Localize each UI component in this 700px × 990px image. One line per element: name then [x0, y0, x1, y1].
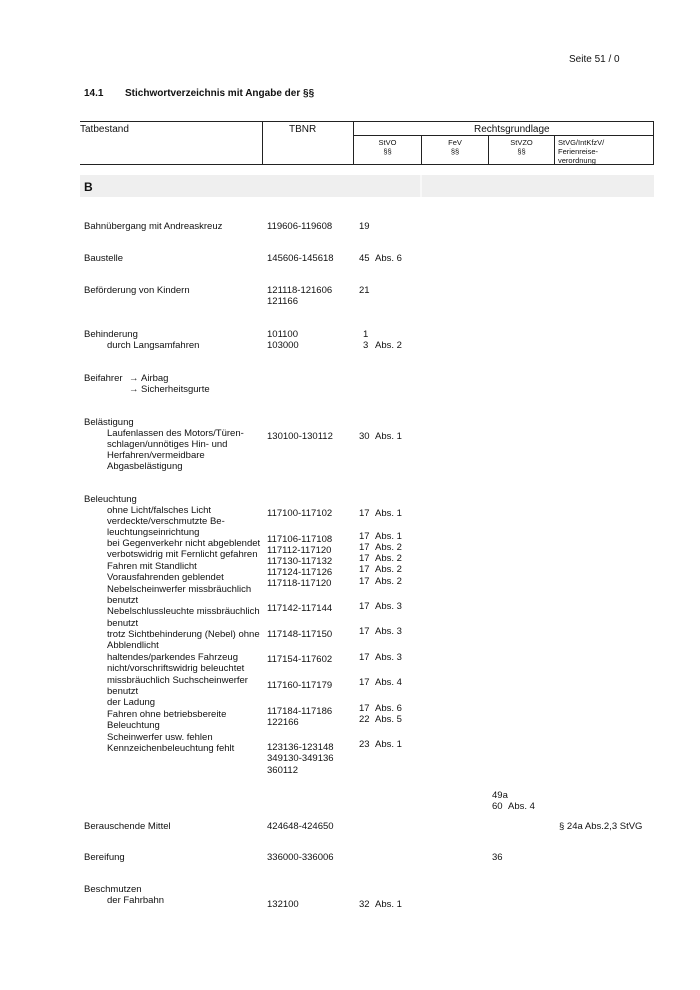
entry-desc-line: Kennzeichenbeleuchtung fehlt: [107, 743, 235, 754]
entry-tbnr: 360112: [267, 765, 298, 776]
entry-tbnr: 103000: [267, 340, 299, 351]
entry-sub-label: durch Langsamfahren: [107, 340, 200, 351]
sub-stvo-paragraph: §§: [383, 147, 392, 156]
section-number: 14.1: [84, 88, 104, 99]
entry-tbnr: 117130-117132: [267, 556, 333, 567]
entry-stvo: 21: [359, 285, 370, 296]
letter-band-split: [420, 175, 422, 197]
sub-stvo: [354, 138, 421, 156]
entry-desc-line: haltendes/parkendes Fahrzeug: [107, 652, 238, 663]
sub-stvzo-paragraph: §§: [517, 147, 526, 156]
entry-stvo-abs: Abs. 1: [375, 431, 402, 442]
entry-stvo-abs: Abs. 6: [375, 703, 402, 714]
entry-desc-line: der Ladung: [107, 697, 156, 708]
entry-stvo-abs: Abs. 1: [375, 899, 402, 910]
entry-tbnr: 130100-130112: [267, 431, 333, 442]
entry-tbnr: 121166: [267, 296, 298, 307]
entry-stvo: 1: [363, 329, 369, 340]
entry-tbnr: 121118-121606: [267, 285, 333, 296]
entry-label: Baustelle: [84, 253, 124, 264]
entry-desc-line: Fahren mit Standlicht: [107, 561, 197, 572]
entry-stvo: 19: [359, 221, 370, 232]
entry-desc-line: schlagen/unnötiges Hin- und: [107, 439, 228, 450]
entry-stvo-num: 45: [359, 253, 370, 264]
entry-stvo-num: 17: [359, 564, 370, 575]
entry-tbnr: 119606-119608: [267, 221, 333, 232]
entry-desc-line: benutzt: [107, 595, 139, 606]
entry-tbnr: 117160-117179: [267, 680, 333, 691]
arrow-right-icon: →: [129, 373, 139, 384]
entry-tbnr: 117148-117150: [267, 629, 333, 640]
header-top-border: [80, 121, 654, 122]
entry-stvo-abs: Abs. 2: [375, 553, 402, 564]
sub-stvg: [558, 138, 652, 165]
entry-desc-line: benutzt: [107, 618, 139, 629]
entry-desc-line: Laufenlassen des Motors/Türen-: [107, 428, 244, 439]
sub-stvg-line-2: Ferienreise-: [558, 147, 599, 156]
sub-fev-paragraph: §§: [450, 147, 460, 156]
entry-sub-label: der Fahrbahn: [107, 895, 165, 906]
entry-label: Beschmutzen: [84, 884, 142, 895]
entry-desc-line: Vorausfahrenden geblendet: [107, 572, 224, 583]
entry-stvzo: 36: [492, 852, 503, 863]
letter-heading: B: [84, 180, 93, 194]
entry-tbnr: 101100: [267, 329, 298, 340]
arrow-right-icon: →: [129, 384, 139, 395]
entry-stvo-num: 3: [363, 340, 369, 351]
entry-stvo-num: 17: [359, 601, 370, 612]
entry-tbnr: 117124-117126: [267, 567, 333, 578]
entry-label: Bahnübergang mit Andreaskreuz: [84, 221, 223, 232]
header-divider-right: [653, 121, 654, 164]
entry-stvo-abs: Abs. 3: [375, 601, 402, 612]
entry-tbnr: 123136-123148: [267, 742, 334, 753]
entry-label: Belästigung: [84, 417, 134, 428]
entry-stvo-abs: Abs. 6: [375, 253, 402, 264]
entry-stvo-num: 23: [359, 739, 370, 750]
entry-stvo-abs: Abs. 1: [375, 531, 402, 542]
entry-desc-line: ohne Licht/falsches Licht: [107, 505, 212, 516]
entry-desc-line: Nebelscheinwerfer missbräuchlich: [107, 584, 252, 595]
sub-stvzo-name: StVZO: [510, 138, 533, 147]
cross-reference-link[interactable]: Sicherheitsgurte: [141, 384, 210, 395]
entry-stvo-num: 17: [359, 508, 370, 519]
entry-tbnr: 117184-117186: [267, 706, 333, 717]
entry-desc-line: Nebelschlussleuchte missbräuchlich: [107, 606, 260, 617]
entry-label: Behinderung: [84, 329, 138, 340]
sub-fev: [422, 138, 488, 156]
entry-desc-line: Herfahren/vermeidbare: [107, 450, 205, 461]
entry-desc-line: Abgasbelästigung: [107, 461, 183, 472]
entry-tbnr: 336000-336006: [267, 852, 334, 863]
entry-stvo-num: 30: [359, 431, 370, 442]
entry-stvzo-abs: Abs. 4: [508, 801, 535, 812]
entry-label: Beförderung von Kindern: [84, 285, 190, 296]
entry-stvo-num: 22: [359, 714, 370, 725]
entry-stvo-abs: Abs. 2: [375, 564, 402, 575]
entry-stvo-num: 17: [359, 553, 370, 564]
entry-desc-line: Fahren ohne betriebsbereite: [107, 709, 227, 720]
entry-desc-line: leuchtungseinrichtung: [107, 527, 200, 538]
entry-desc-line: verdeckte/verschmutzte Be-: [107, 516, 225, 527]
entry-label: Beifahrer: [84, 373, 123, 384]
entry-stvo-num: 17: [359, 576, 370, 587]
entry-stvg: § 24a Abs.2,3 StVG: [559, 821, 643, 832]
entry-desc-line: nicht/vorschriftswidrig beleuchtet: [107, 663, 245, 674]
entry-tbnr: 117142-117144: [267, 603, 333, 614]
entry-desc-line: benutzt: [107, 686, 139, 697]
entry-tbnr: 117106-117108: [267, 534, 333, 545]
header-sub-border: [353, 135, 654, 136]
entry-tbnr: 117100-117102: [267, 508, 333, 519]
col-tbnr: TBNR: [289, 124, 317, 135]
entry-stvo-abs: Abs. 5: [375, 714, 402, 725]
entry-desc-line: Scheinwerfer usw. fehlen: [107, 732, 213, 743]
entry-desc-line: Abblendlicht: [107, 640, 159, 651]
sub-stvzo: [489, 138, 554, 156]
entry-stvzo: 49a: [492, 790, 508, 801]
entry-stvo-num: 17: [359, 677, 370, 688]
entry-desc-line: missbräuchlich Suchscheinwerfer: [107, 675, 248, 686]
entry-label: Berauschende Mittel: [84, 821, 171, 832]
sub-stvg-line-1: StVG/IntKfzV/: [558, 138, 605, 147]
entry-stvo-num: 17: [359, 626, 370, 637]
entry-tbnr: 145606-145618: [267, 253, 334, 264]
entry-stvo-num: 17: [359, 542, 370, 553]
entry-tbnr: 349130-349136: [267, 753, 334, 764]
letter-band: [80, 175, 654, 197]
entry-stvzo-num: 60: [492, 801, 503, 812]
entry-label: Bereifung: [84, 852, 125, 863]
entry-stvo-num: 17: [359, 703, 370, 714]
entry-tbnr: 117112-117120: [267, 545, 332, 556]
entry-tbnr: 122166: [267, 717, 299, 728]
entry-stvo-abs: Abs. 2: [375, 576, 402, 587]
sub-stvo-name: StVO: [378, 138, 397, 147]
entry-tbnr: 117118-117120: [267, 578, 332, 589]
sub-stvg-line-3: verordnung: [558, 156, 596, 165]
header-divider-5: [554, 135, 555, 164]
sub-fev-name: FeV: [448, 138, 462, 147]
section-title: Stichwortverzeichnis mit Angabe der §§: [125, 88, 315, 99]
entry-stvo-abs: Abs. 1: [375, 739, 402, 750]
entry-stvo-abs: Abs. 4: [375, 677, 402, 688]
entry-desc-line: verbotswidrig mit Fernlicht gefahren: [107, 549, 258, 560]
entry-desc-line: Beleuchtung: [107, 720, 160, 731]
header-divider-1: [262, 121, 263, 164]
entry-stvo-abs: Abs. 2: [375, 340, 402, 351]
entry-stvo-num: 32: [359, 899, 370, 910]
entry-stvo-num: 17: [359, 652, 370, 663]
col-rechtsgrundlage: Rechtsgrundlage: [474, 124, 550, 135]
cross-reference-link[interactable]: Airbag: [141, 373, 169, 384]
entry-stvo-abs: Abs. 1: [375, 508, 402, 519]
entry-tbnr: 132100: [267, 899, 299, 910]
entry-desc-line: bei Gegenverkehr nicht abgeblendet: [107, 538, 261, 549]
page-number: Seite 51 / 0: [569, 54, 620, 65]
entry-label: Beleuchtung: [84, 494, 137, 505]
col-tatbestand: Tatbestand: [80, 124, 129, 135]
entry-stvo-num: 17: [359, 531, 370, 542]
entry-desc-line: trotz Sichtbehinderung (Nebel) ohne: [107, 629, 260, 640]
entry-tbnr: 117154-117602: [267, 654, 333, 665]
entry-stvo-abs: Abs. 3: [375, 652, 402, 663]
entry-stvo-abs: Abs. 2: [375, 542, 402, 553]
entry-tbnr: 424648-424650: [267, 821, 334, 832]
entry-stvo-abs: Abs. 3: [375, 626, 402, 637]
